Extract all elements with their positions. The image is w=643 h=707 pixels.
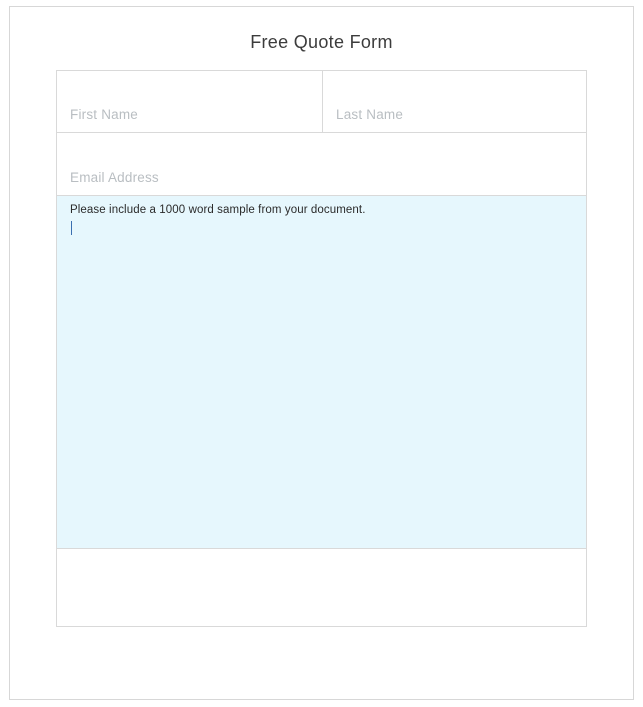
document-sample-textarea[interactable]: [56, 196, 587, 549]
page-title: Free Quote Form: [250, 32, 393, 52]
first-name-placeholder: First Name: [70, 107, 139, 122]
email-input[interactable]: [56, 133, 587, 196]
email-row: [56, 133, 587, 196]
last-name-input[interactable]: [322, 70, 587, 133]
email-placeholder: Email Address: [70, 170, 159, 185]
document-sample-text: Please include a 1000 word sample from your document.: [70, 204, 366, 216]
text-caret: [71, 221, 72, 235]
footer-input[interactable]: [56, 549, 587, 627]
last-name-placeholder: Last Name: [336, 107, 404, 122]
page-frame: [9, 6, 634, 700]
sample-text-row: [56, 196, 587, 549]
name-row: [56, 70, 587, 133]
quote-form: [56, 70, 587, 627]
first-name-input[interactable]: [56, 70, 322, 133]
footer-row: [56, 549, 587, 627]
